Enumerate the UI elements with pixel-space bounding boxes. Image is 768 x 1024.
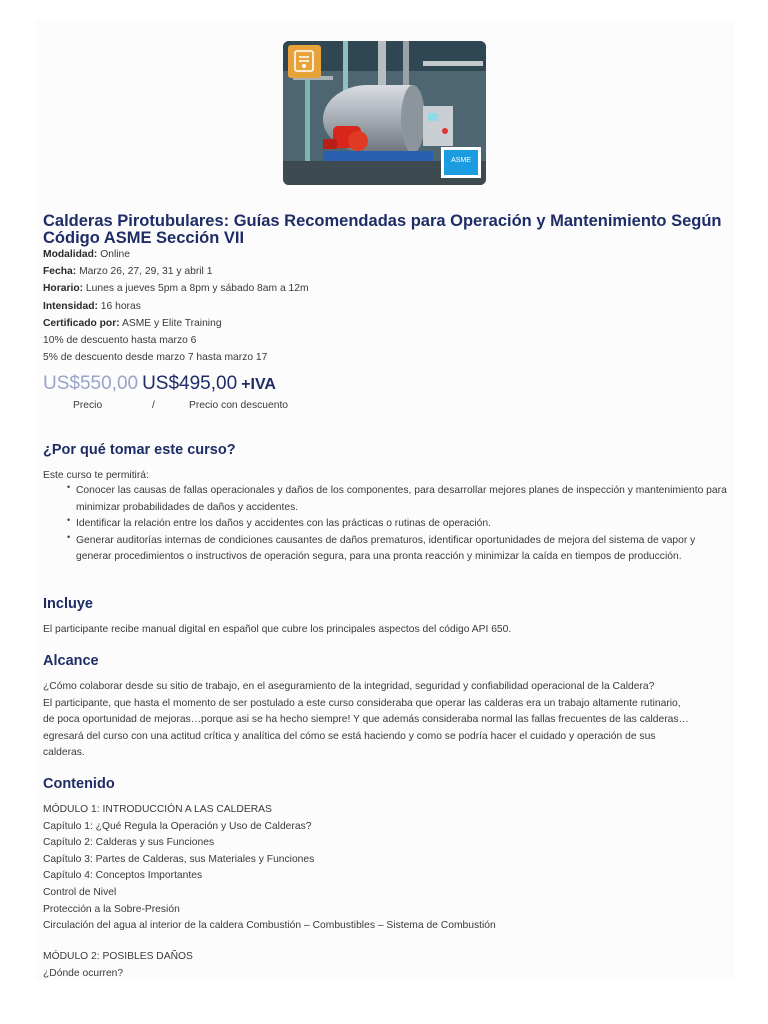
asme-badge-text: ASME [451,157,471,164]
alcance-heading: Alcance [43,653,99,669]
course-meta [43,246,309,366]
incluye-text: El participante recibe manual digital en español que cubre los principales aspectos del código API 650. [43,624,512,635]
price-separator: / [152,400,155,411]
list-item-text: Conocer las causas de fallas operacionales y daños de los componentes, para desarrollar mejores planes de inspección y mantenimiento para minimizar probabilidades de daños y accidentes. [76,485,727,513]
list-item [67,533,727,566]
course-title: Calderas Pirotubulares: Guías Recomendadas para Operación y Mantenimiento Según Código ASME Sección VII [43,212,722,247]
page-bottom-crop [0,980,768,1024]
price-tax-note: +IVA [241,376,276,393]
alcance-line: egresará del curso con una actitud crítica y analítica del cómo se está haciendo y como se podría hacer el cuidado y operación de sus [43,730,656,742]
price-row [43,373,276,395]
meta-value: 16 horas [97,300,141,312]
module-title: MÓDULO 2: POSIBLES DAÑOS [43,951,193,962]
incluye-heading: Incluye [43,596,93,612]
list-item-text: Generar auditorías internas de condiciones causantes de daños prematuros, identificar oportunidades de mejora del sistema de vapor y generar procedimientos o instructivos de operación segura, para una pronta reacción y minimizar la caída en tiempos de producción. [76,534,696,563]
list-item [67,483,727,516]
meta-certificado [43,315,309,332]
chapter-item: Capítulo 2: Calderas y sus Funciones [43,837,215,849]
chapter-item: Protección a la Sobre-Presión [43,903,180,915]
why-heading: ¿Por qué tomar este curso? [43,442,236,458]
price-original: US$550,00 [43,373,139,394]
alcance-line: calderas. [43,747,85,759]
meta-modalidad [43,246,309,263]
discount-line-1: 10% de descuento hasta marzo 6 [43,335,197,347]
bullet-icon: • [67,515,71,526]
discount-line-2: 5% de descuento desde marzo 7 hasta marzo 17 [43,352,268,364]
bullet-icon: • [67,482,71,492]
meta-fecha [43,263,309,280]
meta-horario [43,280,309,297]
chapter-item: Circulación del agua al interior de la caldera Combustión – Combustibles – Sistema de Combustión [43,920,496,932]
module-title: MÓDULO 1: INTRODUCCIÓN A LAS CALDERAS [43,804,272,815]
meta-label: Modalidad: [43,249,98,260]
price-label: Precio [73,400,103,411]
meta-value: Lunes a jueves 5pm a 8pm y sábado 8am a 12m [83,283,309,295]
meta-value: Marzo 26, 27, 29, 31 y abril 1 [76,266,213,278]
alcance-line: El participante, que hasta el momento de ser postulado a este curso consideraba que operar las calderas era un trabajo altamente rutinario, [43,697,681,709]
chapter-item: Control de Nivel [43,886,117,898]
alcance-line: de poca oportunidad de mejoras…porque asi se ha hecho siempre! Y que además consideraba normal las fallas frecuentes de las calderas… [43,714,689,726]
list-item [67,516,727,533]
meta-label: Fecha: [43,266,77,278]
meta-label: Horario: [43,283,84,295]
chapter-item: Capítulo 1: ¿Qué Regula la Operación y Uso de Calderas? [43,820,312,832]
chapter-item: Capítulo 4: Conceptos Importantes [43,870,203,882]
why-list [67,483,727,566]
meta-value: ASME y Elite Training [119,317,222,329]
list-item-text: Identificar la relación entre los daños y accidentes con las prácticas o rutinas de operación. [76,518,491,530]
price-discount-label: Precio con descuento [189,400,289,411]
module-1-list [43,802,496,935]
alcance-text [43,679,733,762]
chapter-item: Capítulo 3: Partes de Calderas, sus Materiales y Funciones [43,853,315,865]
meta-value: Online [97,249,130,260]
meta-label: Intensidad: [43,300,98,312]
contenido-heading: Contenido [43,776,115,792]
meta-intensidad [43,298,309,315]
course-image [283,41,486,185]
price-discounted: US$495,00 [142,373,238,394]
bullet-icon: • [67,531,71,542]
alcance-line: ¿Cómo colaborar desde su sitio de trabajo, en el aseguramiento de la integridad, seguridad y confiabilidad operacional de la Caldera? [43,681,655,692]
why-intro: Este curso te permitirá: [43,470,149,481]
chapter-item: ¿Dónde ocurren? [43,967,124,979]
meta-label: Certificado por: [43,317,120,329]
